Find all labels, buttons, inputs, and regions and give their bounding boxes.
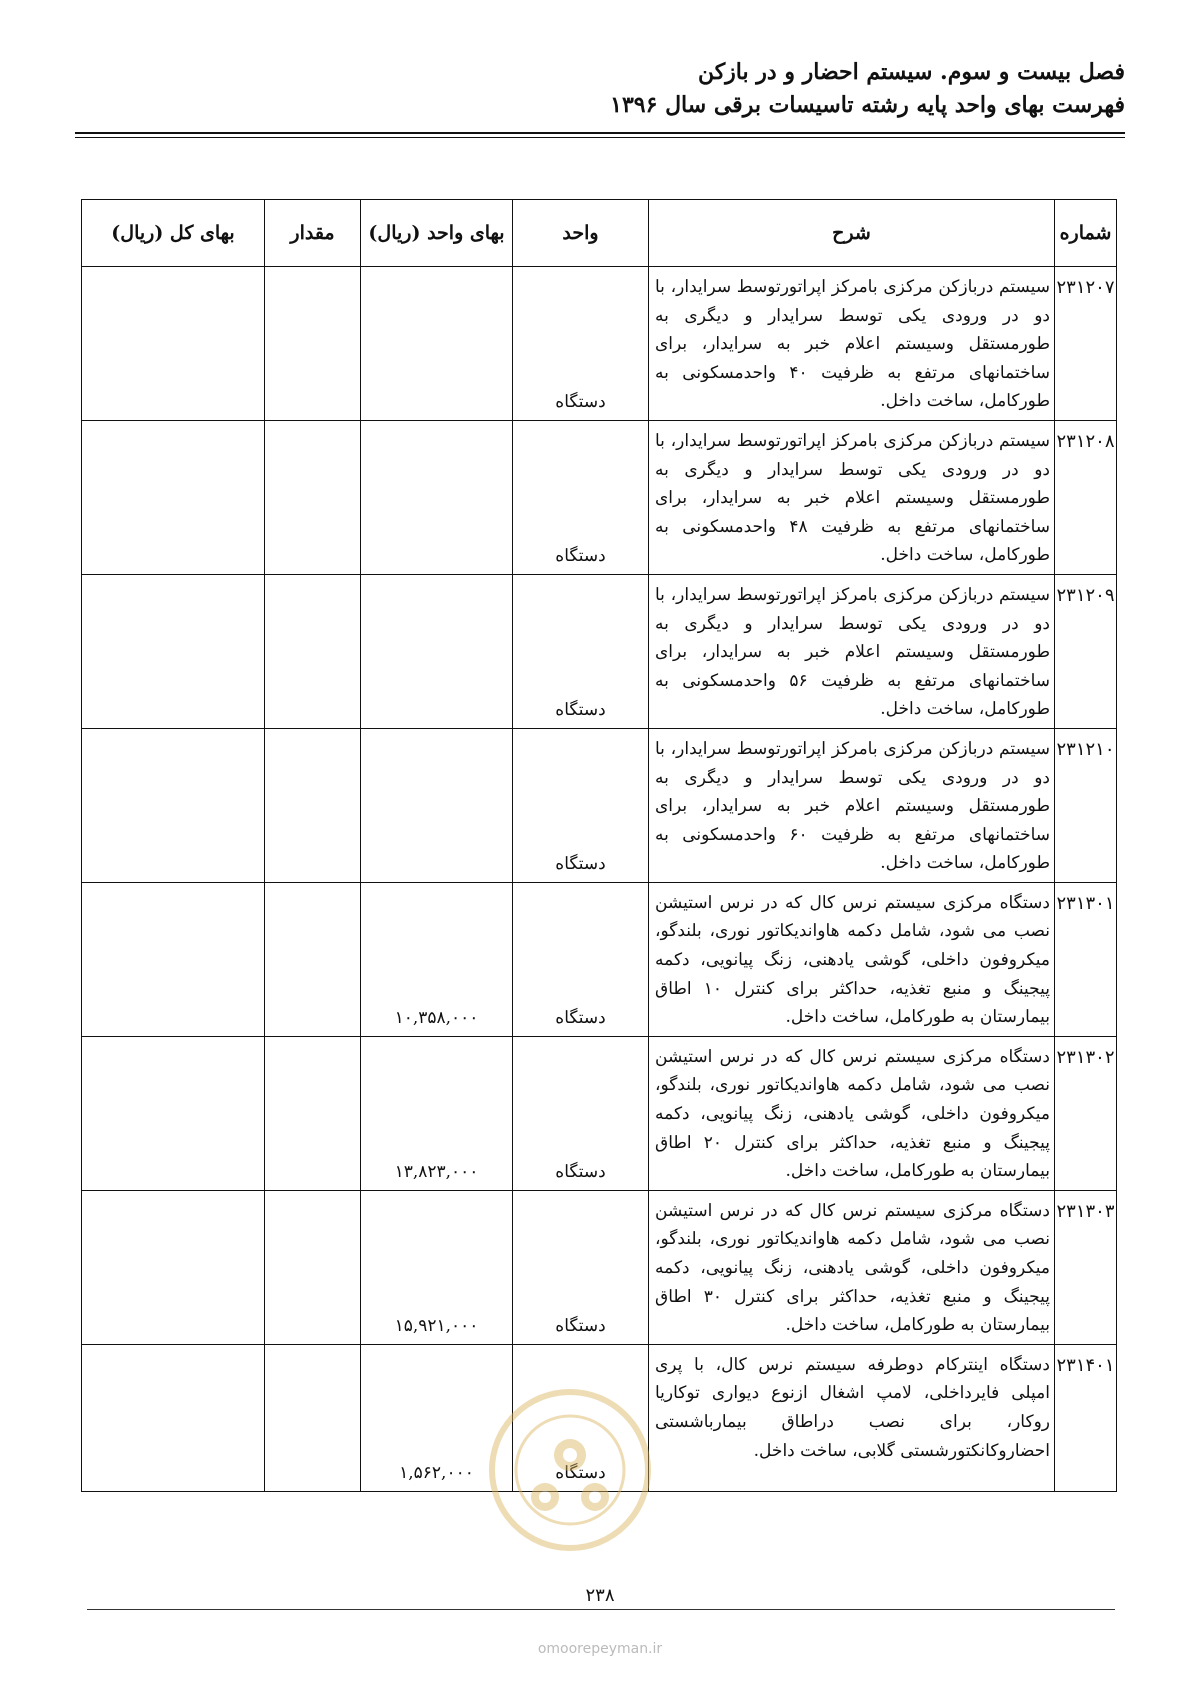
- column-header-quantity: مقدار: [265, 200, 361, 267]
- item-number: ۲۳۱۴۰۱: [1055, 1344, 1117, 1491]
- item-total-price: [82, 1190, 265, 1344]
- item-unit: دستگاه: [513, 267, 649, 421]
- column-header-total-price: بهای کل (ریال): [82, 200, 265, 267]
- item-quantity: [265, 267, 361, 421]
- item-total-price: [82, 882, 265, 1036]
- table-header-row: [82, 200, 1117, 267]
- table-row: [82, 420, 1117, 574]
- column-header-unit: واحد: [513, 200, 649, 267]
- table-row: [82, 1190, 1117, 1344]
- item-number: ۲۳۱۳۰۱: [1055, 882, 1117, 1036]
- table-row: [82, 728, 1117, 882]
- item-unit-price: [361, 574, 513, 728]
- table-row: [82, 882, 1117, 1036]
- item-total-price: [82, 728, 265, 882]
- item-unit-price: ۱۳,۸۲۳,۰۰۰: [361, 1036, 513, 1190]
- item-description: سیستم دربازکن مرکزی بامرکز اپراتورتوسط سرایدار، با دو در ورودی یکی توسط سرایدار و دیگری به طورمستقل وسیستم اعلام خبر به سرایدار، برای ساختمانهای مرتفع به ظرفیت ۴۸ واحدمسکونی به طورکامل، ساخت داخل.: [649, 420, 1055, 574]
- item-number: ۲۳۱۲۰۸: [1055, 420, 1117, 574]
- item-number: ۲۳۱۲۰۹: [1055, 574, 1117, 728]
- item-unit-price: [361, 267, 513, 421]
- item-unit: دستگاه: [513, 882, 649, 1036]
- item-number: ۲۳۱۳۰۲: [1055, 1036, 1117, 1190]
- item-unit-price: ۱۵,۹۲۱,۰۰۰: [361, 1190, 513, 1344]
- item-unit: دستگاه: [513, 420, 649, 574]
- table-row: [82, 574, 1117, 728]
- page-header: [75, 56, 1125, 122]
- item-unit: دستگاه: [513, 1036, 649, 1190]
- item-unit-price: ۱۰,۳۵۸,۰۰۰: [361, 882, 513, 1036]
- item-number: ۲۳۱۲۱۰: [1055, 728, 1117, 882]
- price-list-title: فهرست بهای واحد پایه رشته تاسیسات برقی سال ۱۳۹۶: [610, 92, 1125, 118]
- item-number: ۲۳۱۳۰۳: [1055, 1190, 1117, 1344]
- item-quantity: [265, 574, 361, 728]
- item-quantity: [265, 1344, 361, 1491]
- chapter-title: فصل بیست و سوم. سیستم احضار و در بازکن: [697, 59, 1125, 85]
- footer-rule: [87, 1609, 1115, 1610]
- item-description: دستگاه مرکزی سیستم نرس کال که در نرس استیشن نصب می شود، شامل دکمه هاواندیکاتور نوری، بلندگو، میکروفون داخلی، گوشی یادهنی، زنگ پیانویی، دکمه پیجینگ و منبع تغذیه، حداکثر برای کنترل ۱۰ اطاق بیمارستان به طورکامل، ساخت داخل.: [649, 882, 1055, 1036]
- gear-seal-logo-icon: [485, 1385, 655, 1555]
- item-unit-price: [361, 728, 513, 882]
- column-header-description: شرح: [649, 200, 1055, 267]
- column-header-number: شماره: [1055, 200, 1117, 267]
- item-description: سیستم دربازکن مرکزی بامرکز اپراتورتوسط سرایدار، با دو در ورودی یکی توسط سرایدار و دیگری به طورمستقل وسیستم اعلام خبر به سرایدار، برای ساختمانهای مرتفع به ظرفیت ۶۰ واحدمسکونی به طورکامل، ساخت داخل.: [649, 728, 1055, 882]
- item-unit-price: ۱,۵۶۲,۰۰۰: [361, 1344, 513, 1491]
- item-total-price: [82, 1036, 265, 1190]
- item-description: دستگاه مرکزی سیستم نرس کال که در نرس استیشن نصب می شود، شامل دکمه هاواندیکاتور نوری، بلندگو، میکروفون داخلی، گوشی یادهنی، زنگ پیانویی، دکمه پیجینگ و منبع تغذیه، حداکثر برای کنترل ۳۰ اطاق بیمارستان به طورکامل، ساخت داخل.: [649, 1190, 1055, 1344]
- item-description: سیستم دربازکن مرکزی بامرکز اپراتورتوسط سرایدار، با دو در ورودی یکی توسط سرایدار و دیگری به طورمستقل وسیستم اعلام خبر به سرایدار، برای ساختمانهای مرتفع به ظرفیت ۵۶ واحدمسکونی به طورکامل، ساخت داخل.: [649, 574, 1055, 728]
- website-watermark: omoorepeyman.ir: [537, 1641, 663, 1657]
- page-number: ۲۳۸: [560, 1585, 640, 1606]
- item-unit: دستگاه: [513, 728, 649, 882]
- header-rule-thin: [75, 137, 1125, 138]
- item-number: ۲۳۱۲۰۷: [1055, 267, 1117, 421]
- item-description: سیستم دربازکن مرکزی بامرکز اپراتورتوسط سرایدار، با دو در ورودی یکی توسط سرایدار و دیگری به طورمستقل وسیستم اعلام خبر به سرایدار، برای ساختمانهای مرتفع به ظرفیت ۴۰ واحدمسکونی به طورکامل، ساخت داخل.: [649, 267, 1055, 421]
- item-description: دستگاه مرکزی سیستم نرس کال که در نرس استیشن نصب می شود، شامل دکمه هاواندیکاتور نوری، بلندگو، میکروفون داخلی، گوشی یادهنی، زنگ پیانویی، دکمه پیجینگ و منبع تغذیه، حداکثر برای کنترل ۲۰ اطاق بیمارستان به طورکامل، ساخت داخل.: [649, 1036, 1055, 1190]
- table-row: [82, 1036, 1117, 1190]
- header-rule-thick: [75, 132, 1125, 134]
- item-total-price: [82, 267, 265, 421]
- item-quantity: [265, 1036, 361, 1190]
- column-header-unit-price: بهای واحد (ریال): [361, 200, 513, 267]
- item-quantity: [265, 420, 361, 574]
- item-total-price: [82, 420, 265, 574]
- item-total-price: [82, 1344, 265, 1491]
- price-table: [81, 199, 1117, 1492]
- item-unit-price: [361, 420, 513, 574]
- item-unit: دستگاه: [513, 574, 649, 728]
- item-unit: دستگاه: [513, 1190, 649, 1344]
- item-description: دستگاه اینترکام دوطرفه سیستم نرس کال، با پری امپلی فایرداخلی، لامپ اشغال ازنوع دیواری توکاریا روکار، برای نصب دراطاق بیمارباشستی احضاروکانکتورشستی گلابی، ساخت داخل.: [649, 1344, 1055, 1491]
- item-quantity: [265, 1190, 361, 1344]
- item-quantity: [265, 882, 361, 1036]
- item-unit: دستگاه: [513, 1344, 649, 1491]
- item-quantity: [265, 728, 361, 882]
- item-total-price: [82, 574, 265, 728]
- table-row: [82, 267, 1117, 421]
